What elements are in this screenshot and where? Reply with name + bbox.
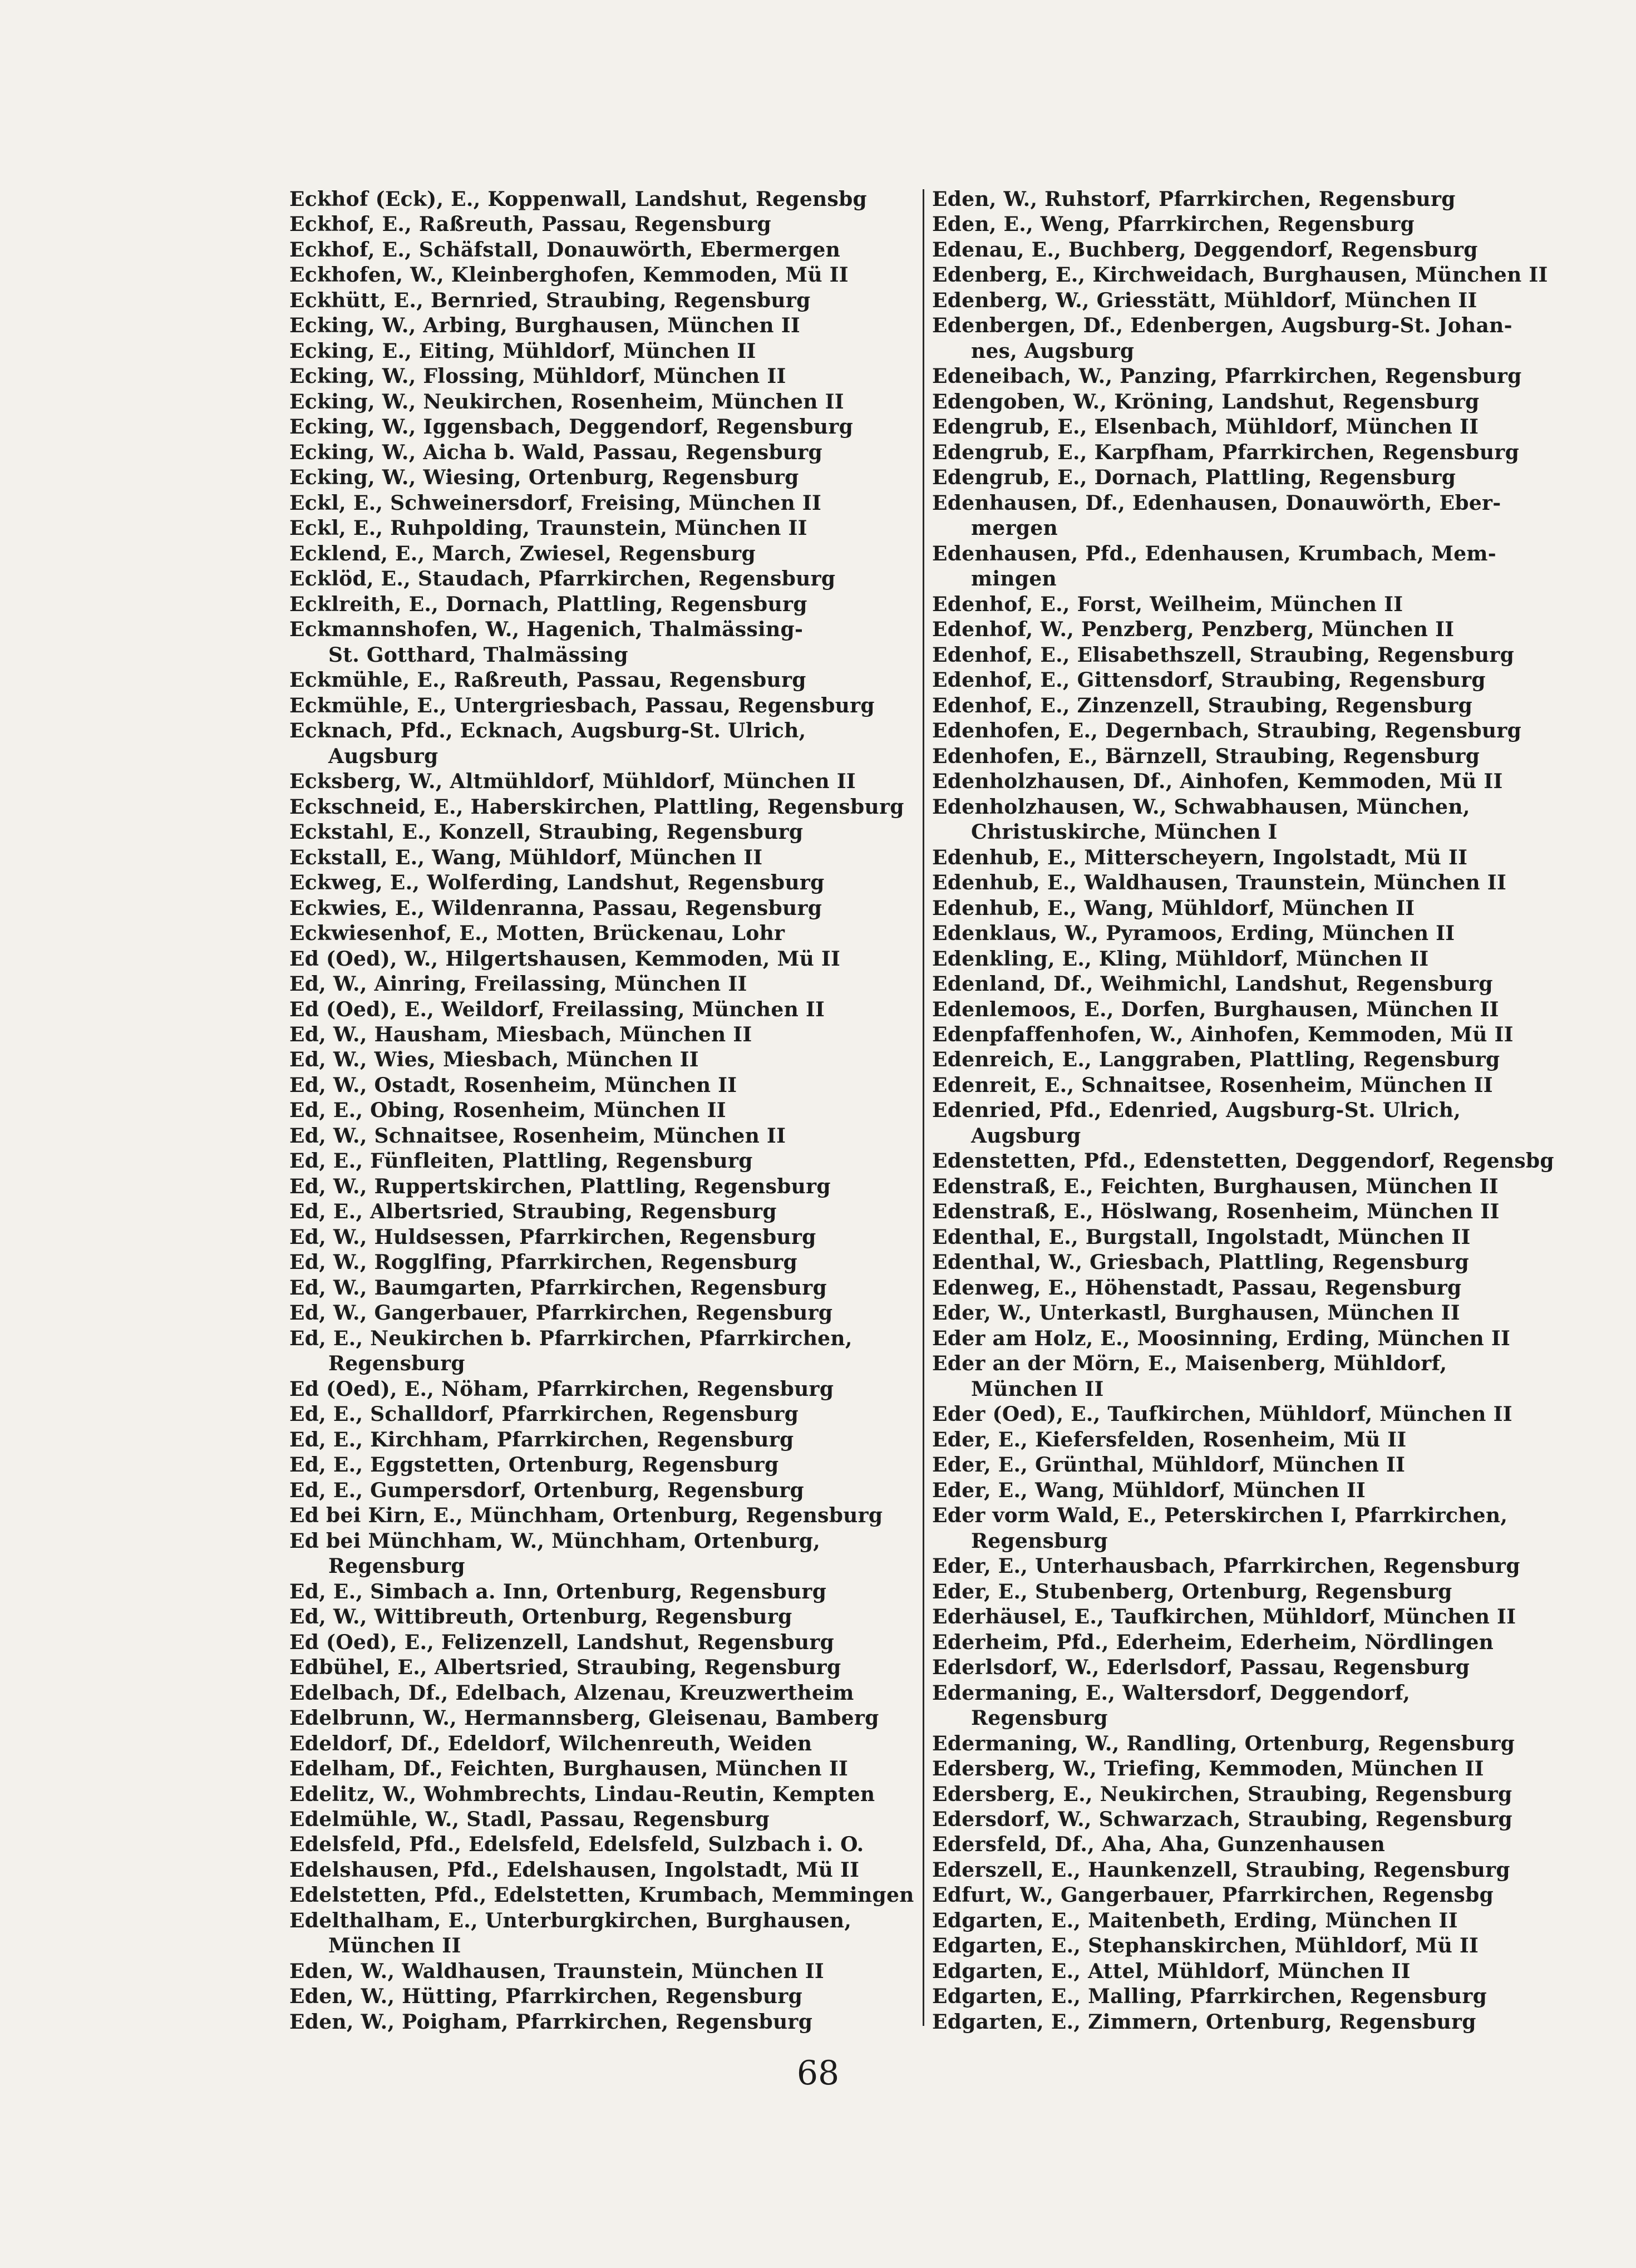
entry: Ecking, W., Arbing, Burghausen, München II: [289, 314, 800, 338]
entry: Edenberg, W., Griesstätt, Mühldorf, München II: [932, 288, 1477, 312]
entry: Ed, E., Obing, Rosenheim, München II: [289, 1099, 726, 1123]
entry: Edenhofen, E., Degernbach, Straubing, Regensburg: [932, 719, 1522, 743]
entry-continuation: München II: [971, 1377, 1104, 1401]
entry: Eder vorm Wald, E., Peterskirchen I, Pfarrkirchen,: [932, 1504, 1508, 1528]
entry-continuation: Regensburg: [971, 1706, 1108, 1730]
entry: Ed (Oed), E., Nöham, Pfarrkirchen, Regensburg: [289, 1377, 834, 1401]
entry: Ecksberg, W., Altmühldorf, Mühldorf, München II: [289, 770, 856, 794]
entry-continuation: Regensburg: [971, 1529, 1108, 1553]
entry: Edenlemoos, E., Dorfen, Burghausen, München II: [932, 997, 1499, 1021]
column-divider: [923, 189, 924, 2026]
entry: Edenhub, E., Wang, Mühldorf, München II: [932, 896, 1415, 920]
entry: Ed, W., Ruppertskirchen, Plattling, Regensburg: [289, 1174, 831, 1198]
entry: Eder, E., Grünthal, Mühldorf, München II: [932, 1453, 1406, 1477]
entry: Edersfeld, Df., Aha, Aha, Gunzenhausen: [932, 1833, 1386, 1857]
entry: Edenhausen, Pfd., Edenhausen, Krumbach, Mem-: [932, 542, 1497, 565]
entry: Edenholzhausen, W., Schwabhausen, München,: [932, 795, 1470, 819]
entry: Ed bei Kirn, E., Münchham, Ortenburg, Regensburg: [289, 1504, 883, 1528]
entry: Edenstraß, E., Höslwang, Rosenheim, München II: [932, 1200, 1500, 1224]
entry: Eder, E., Unterhausbach, Pfarrkirchen, Regensburg: [932, 1554, 1520, 1578]
entry: Edenreit, E., Schnaitsee, Rosenheim, München II: [932, 1073, 1493, 1097]
entry-continuation: Regensburg: [328, 1352, 465, 1376]
entry: Edfurt, W., Gangerbauer, Pfarrkirchen, Regensbg: [932, 1883, 1494, 1907]
entry: Eckwies, E., Wildenranna, Passau, Regensburg: [289, 896, 822, 920]
entry: Edenhausen, Df., Edenhausen, Donauwörth, Eber-: [932, 491, 1501, 515]
entry: Edenstetten, Pfd., Edenstetten, Deggendorf, Regensbg: [932, 1149, 1554, 1173]
entry: Eden, W., Hütting, Pfarrkirchen, Regensburg: [289, 1985, 803, 2009]
entry: Ed, E., Albertsried, Straubing, Regensburg: [289, 1200, 777, 1224]
entry: Edengrub, E., Karpfham, Pfarrkirchen, Regensburg: [932, 440, 1520, 464]
entry: Edenhof, E., Forst, Weilheim, München II: [932, 592, 1403, 616]
entry: Edenland, Df., Weihmichl, Landshut, Regensburg: [932, 972, 1493, 996]
entry: Ed, E., Gumpersdorf, Ortenburg, Regensburg: [289, 1478, 804, 1502]
entry: Eckstall, E., Wang, Mühldorf, München II: [289, 845, 763, 869]
entry: Eckhütt, E., Bernried, Straubing, Regensburg: [289, 288, 811, 312]
entry: Ecknach, Pfd., Ecknach, Augsburg-St. Ulrich,: [289, 719, 806, 743]
entry: Edeldorf, Df., Edeldorf, Wilchenreuth, Weiden: [289, 1731, 812, 1755]
entry-continuation: Augsburg: [328, 744, 438, 768]
entry: Edengoben, W., Kröning, Landshut, Regensburg: [932, 390, 1480, 414]
entry: Eder, E., Stubenberg, Ortenburg, Regensburg: [932, 1580, 1452, 1603]
entry: Edenhofen, E., Bärnzell, Straubing, Regensburg: [932, 744, 1480, 768]
entry: Eckhof, E., Schäfstall, Donauwörth, Ebermergen: [289, 238, 841, 262]
entry: Edenklaus, W., Pyramoos, Erding, München II: [932, 922, 1455, 946]
entry: Edelthalham, E., Unterburgkirchen, Burghausen,: [289, 1908, 852, 1932]
entry: Edelsfeld, Pfd., Edelsfeld, Edelsfeld, Sulzbach i. O.: [289, 1833, 864, 1857]
entry: Ecking, W., Neukirchen, Rosenheim, München II: [289, 390, 844, 414]
page-number: 68: [796, 2054, 840, 2093]
entry-continuation: München II: [328, 1934, 461, 1958]
entry: Edenkling, E., Kling, Mühldorf, München II: [932, 947, 1429, 971]
entry-continuation: Christuskirche, München I: [971, 820, 1278, 844]
entry: Edenthal, W., Griesbach, Plattling, Regensburg: [932, 1251, 1469, 1275]
right-column: [932, 186, 1569, 2034]
entry: Edenweg, E., Höhenstadt, Passau, Regensburg: [932, 1276, 1462, 1300]
entry: Ecking, E., Eiting, Mühldorf, München II: [289, 339, 756, 363]
entry: Eckmannshofen, W., Hagenich, Thalmässing-: [289, 618, 804, 642]
entry: Eckhofen, W., Kleinberghofen, Kemmoden, Mü II: [289, 263, 849, 287]
entry: Ecklöd, E., Staudach, Pfarrkirchen, Regensburg: [289, 567, 836, 591]
entry: Eckstahl, E., Konzell, Straubing, Regensburg: [289, 820, 804, 844]
entry: Ecking, W., Wiesing, Ortenburg, Regensburg: [289, 466, 799, 490]
entry: Ecking, W., Iggensbach, Deggendorf, Regensburg: [289, 415, 854, 439]
entry: Ed, W., Rogglfing, Pfarrkirchen, Regensburg: [289, 1251, 797, 1275]
entry: Eckmühle, E., Untergriesbach, Passau, Regensburg: [289, 693, 875, 717]
entry: Eder an der Mörn, E., Maisenberg, Mühldorf,: [932, 1352, 1447, 1376]
entry: Ed, W., Hausham, Miesbach, München II: [289, 1022, 752, 1046]
entry: Eckmühle, E., Raßreuth, Passau, Regensburg: [289, 668, 806, 692]
entry: Eckschneid, E., Haberskirchen, Plattling, Regensburg: [289, 795, 904, 819]
entry: Edenpfaffenhofen, W., Ainhofen, Kemmoden, Mü II: [932, 1022, 1514, 1046]
entry: Edenhof, E., Elisabethszell, Straubing, Regensburg: [932, 643, 1515, 667]
entry: Edenau, E., Buchberg, Deggendorf, Regensburg: [932, 238, 1478, 262]
entry-continuation: St. Gotthard, Thalmässing: [328, 643, 628, 667]
entry: Edermaning, E., Waltersdorf, Deggendorf,: [932, 1681, 1411, 1705]
entry: Eckl, E., Ruhpolding, Traunstein, München II: [289, 516, 807, 540]
entry: Edengrub, E., Dornach, Plattling, Regensburg: [932, 466, 1456, 490]
entry: Ed, W., Schnaitsee, Rosenheim, München II: [289, 1124, 786, 1148]
entry: Edersberg, W., Triefing, Kemmoden, München II: [932, 1757, 1484, 1781]
entry: Eder, E., Kiefersfelden, Rosenheim, Mü II: [932, 1428, 1407, 1452]
entry: Edelitz, W., Wohmbrechts, Lindau-Reutin, Kempten: [289, 1782, 875, 1806]
entry: Edelstetten, Pfd., Edelstetten, Krumbach, Memmingen: [289, 1883, 914, 1907]
entry: Edgarten, E., Stephanskirchen, Mühldorf, Mü II: [932, 1934, 1479, 1958]
entry: Ecklreith, E., Dornach, Plattling, Regensburg: [289, 592, 807, 616]
entry: Ed, E., Schalldorf, Pfarrkirchen, Regensburg: [289, 1403, 799, 1426]
entry-continuation: nes, Augsburg: [971, 339, 1135, 363]
entry: Ed (Oed), W., Hilgertshausen, Kemmoden, Mü II: [289, 947, 841, 971]
entry: Ed (Oed), E., Weildorf, Freilassing, München II: [289, 997, 825, 1021]
entry: Edenhof, E., Zinzenzell, Straubing, Regensburg: [932, 693, 1473, 717]
entry: Edenhof, E., Gittensdorf, Straubing, Regensburg: [932, 668, 1486, 692]
entry: Ecklend, E., March, Zwiesel, Regensburg: [289, 542, 756, 565]
entry: Edersdorf, W., Schwarzach, Straubing, Regensburg: [932, 1808, 1512, 1831]
entry: Edersberg, E., Neukirchen, Straubing, Regensburg: [932, 1782, 1512, 1806]
entry: Ed, W., Ainring, Freilassing, München II: [289, 972, 747, 996]
entry: Edbühel, E., Albertsried, Straubing, Regensburg: [289, 1656, 841, 1680]
entry: Edgarten, E., Maitenbeth, Erding, München II: [932, 1908, 1458, 1932]
entry: Edelbrunn, W., Hermannsberg, Gleisenau, Bamberg: [289, 1706, 879, 1730]
entry: Ed (Oed), E., Felizenzell, Landshut, Regensburg: [289, 1630, 835, 1654]
entry: Edenthal, E., Burgstall, Ingolstadt, München II: [932, 1225, 1471, 1249]
entry: Eckhof (Eck), E., Koppenwall, Landshut, Regensbg: [289, 188, 868, 211]
left-column: [289, 186, 927, 2034]
entry: Edelbach, Df., Edelbach, Alzenau, Kreuzwertheim: [289, 1681, 854, 1705]
entry: Ed, W., Ostadt, Rosenheim, München II: [289, 1073, 737, 1097]
entry: Edgarten, E., Malling, Pfarrkirchen, Regensburg: [932, 1985, 1487, 2009]
entry: Ed, W., Wittibreuth, Ortenburg, Regensburg: [289, 1605, 792, 1629]
entry: Ed, E., Simbach a. Inn, Ortenburg, Regensburg: [289, 1580, 827, 1603]
entry: Eden, W., Ruhstorf, Pfarrkirchen, Regensburg: [932, 188, 1456, 211]
entry-continuation: mergen: [971, 516, 1058, 540]
entry: Eckweg, E., Wolferding, Landshut, Regensburg: [289, 871, 825, 895]
entry: Edenberg, E., Kirchweidach, Burghausen, München II: [932, 263, 1548, 287]
entry: Ed, E., Eggstetten, Ortenburg, Regensburg: [289, 1453, 779, 1477]
entry: Ed, W., Huldsessen, Pfarrkirchen, Regensburg: [289, 1225, 816, 1249]
entry: Eder, E., Wang, Mühldorf, München II: [932, 1478, 1366, 1502]
entry: Edgarten, E., Zimmern, Ortenburg, Regensburg: [932, 2010, 1476, 2034]
entry: Ed, W., Gangerbauer, Pfarrkirchen, Regensburg: [289, 1301, 833, 1325]
entry: Eckl, E., Schweinersdorf, Freising, München II: [289, 491, 822, 515]
entry-continuation: Augsburg: [971, 1124, 1081, 1148]
entry: Ed, W., Baumgarten, Pfarrkirchen, Regensburg: [289, 1276, 827, 1300]
entry: Edenbergen, Df., Edenbergen, Augsburg-St. Johan-: [932, 314, 1512, 338]
entry: Edenhub, E., Waldhausen, Traunstein, München II: [932, 871, 1507, 895]
entry: Edeneibach, W., Panzing, Pfarrkirchen, Regensburg: [932, 365, 1522, 388]
entry: Edelshausen, Pfd., Edelshausen, Ingolstadt, Mü II: [289, 1858, 860, 1882]
entry: Ederheim, Pfd., Ederheim, Ederheim, Nördlingen: [932, 1630, 1494, 1654]
entry: Edermaning, W., Randling, Ortenburg, Regensburg: [932, 1731, 1515, 1755]
entry: Ecking, W., Aicha b. Wald, Passau, Regensburg: [289, 440, 823, 464]
entry: Eder (Oed), E., Taufkirchen, Mühldorf, München II: [932, 1403, 1512, 1426]
entry: Ecking, W., Flossing, Mühldorf, München II: [289, 365, 786, 388]
entry: Ed, E., Kirchham, Pfarrkirchen, Regensburg: [289, 1428, 794, 1452]
entry: Eckwiesenhof, E., Motten, Brückenau, Lohr: [289, 922, 785, 946]
entry: Edenholzhausen, Df., Ainhofen, Kemmoden, Mü II: [932, 770, 1503, 794]
entry: Edenried, Pfd., Edenried, Augsburg-St. Ulrich,: [932, 1099, 1461, 1123]
entry: Edengrub, E., Elsenbach, Mühldorf, München II: [932, 415, 1479, 439]
entry: Edenstraß, E., Feichten, Burghausen, München II: [932, 1174, 1499, 1198]
entry: Eckhof, E., Raßreuth, Passau, Regensburg: [289, 213, 771, 237]
entry: Ed, E., Neukirchen b. Pfarrkirchen, Pfarrkirchen,: [289, 1326, 853, 1350]
entry: Ed, E., Fünfleiten, Plattling, Regensburg: [289, 1149, 753, 1173]
entry: Edenhub, E., Mitterscheyern, Ingolstadt, Mü II: [932, 845, 1468, 869]
entry: Eder, W., Unterkastl, Burghausen, München II: [932, 1301, 1460, 1325]
entry: Ed, W., Wies, Miesbach, München II: [289, 1048, 699, 1072]
entry: Edenhof, W., Penzberg, Penzberg, München II: [932, 618, 1455, 642]
entry: Eden, W., Waldhausen, Traunstein, München II: [289, 1959, 825, 1983]
entry: Ederlsdorf, W., Ederlsdorf, Passau, Regensburg: [932, 1656, 1470, 1680]
entry: Ederhäusel, E., Taufkirchen, Mühldorf, München II: [932, 1605, 1516, 1629]
entry: Ederszell, E., Haunkenzell, Straubing, Regensburg: [932, 1858, 1510, 1882]
entry: Eden, E., Weng, Pfarrkirchen, Regensburg: [932, 213, 1415, 237]
entry: Edelham, Df., Feichten, Burghausen, München II: [289, 1757, 849, 1781]
entry: Edgarten, E., Attel, Mühldorf, München II: [932, 1959, 1411, 1983]
entry: Edenreich, E., Langgraben, Plattling, Regensburg: [932, 1048, 1500, 1072]
entry: Eder am Holz, E., Moosinning, Erding, München II: [932, 1326, 1511, 1350]
entry-continuation: mingen: [971, 567, 1057, 591]
entry: Eden, W., Poigham, Pfarrkirchen, Regensburg: [289, 2010, 813, 2034]
entry: Ed bei Münchham, W., Münchham, Ortenburg,: [289, 1529, 821, 1553]
entry-continuation: Regensburg: [328, 1554, 465, 1578]
entry: Edelmühle, W., Stadl, Passau, Regensburg: [289, 1808, 770, 1831]
